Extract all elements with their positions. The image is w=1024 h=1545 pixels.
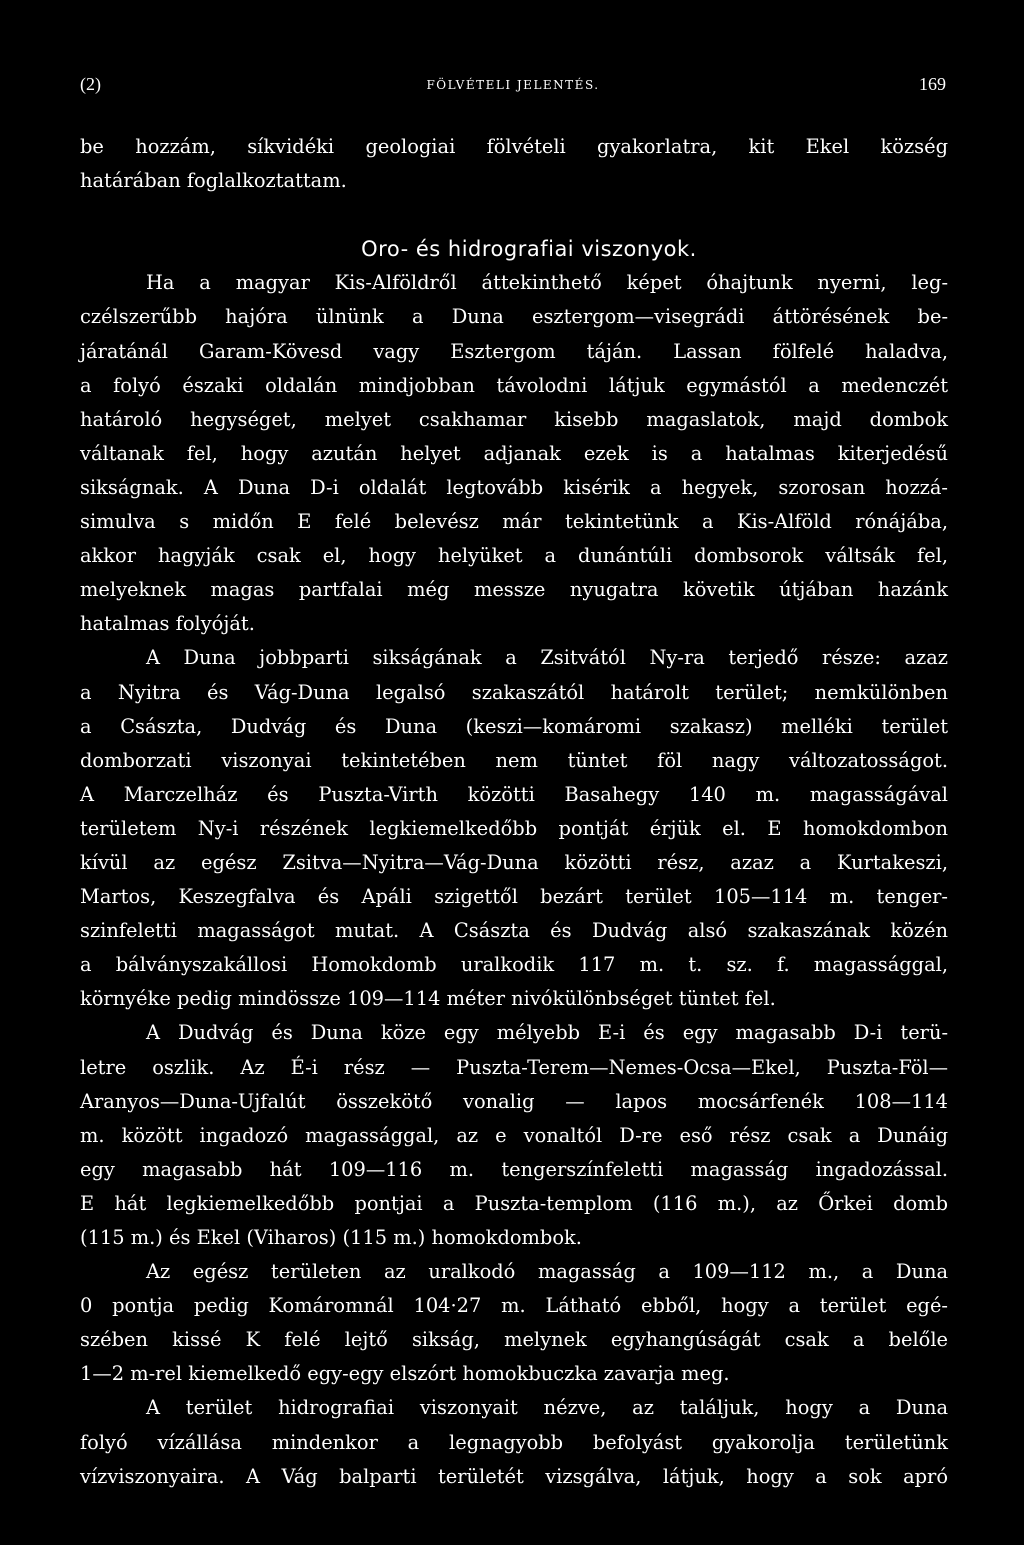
text-line: Ha a magyar Kis-Alföldről áttekinthető képet óhajtunk nyerni, leg- xyxy=(146,271,948,295)
text-line: folyó vízállása mindenkor a legnagyobb befolyást gyakorolja területünk xyxy=(80,1430,948,1454)
text-line: A Marczelház és Puszta-Virth közötti Basahegy 140 m. magasságával xyxy=(80,782,948,806)
text-line: hatalmas folyóját. xyxy=(80,612,255,636)
text-line: járatánál Garam-Kövesd vagy Esztergom táján. Lassan fölfelé haladva, xyxy=(80,339,948,363)
text-line: kívül az egész Zsitva—Nyitra—Vág-Duna közötti rész, azaz a Kurtakeszi, xyxy=(80,850,948,874)
running-header xyxy=(80,74,946,100)
text-line: a folyó északi oldalán mindjobban távolodni látjuk egymástól a medenczét xyxy=(80,373,948,397)
text-line: A Dudvág és Duna köze egy mélyebb E-i és egy magasabb D-i terü- xyxy=(146,1021,948,1045)
text-line: 1—2 m-rel kiemelkedő egy-egy elszórt homokbuczka zavarja meg. xyxy=(80,1362,730,1386)
text-line: (115 m.) és Ekel (Viharos) (115 m.) homokdombok. xyxy=(80,1226,582,1249)
text-line: melyeknek magas partfalai még messze nyugatra követik útjában hazánk xyxy=(80,578,948,602)
text-line: szinfeletti magasságot mutat. A Császta és Dudvág alsó szakaszának közén xyxy=(80,919,948,943)
text-line: be hozzám, síkvidéki geologiai fölvételi gyakorlatra, kit Ekel község xyxy=(80,135,948,158)
text-line: letre oszlik. Az É-i rész — Puszta-Terem—Nemes-Ocsa—Ekel, Puszta-Föl— xyxy=(80,1055,948,1079)
text-line: a Nyitra és Vág-Duna legalsó szakaszától határolt terület; nemkülönben xyxy=(80,680,948,704)
text-line: a Császta, Dudvág és Duna (keszi—komáromi szakasz) melléki terület xyxy=(80,714,948,738)
text-line: m. között ingadozó magassággal, az e vonaltól D-re eső rész csak a Dunáig xyxy=(80,1123,948,1147)
header-section-number: (2) xyxy=(80,74,101,94)
text-line: Aranyos—Duna-Ujfalút összekötő vonalig — lapos mocsárfenék 108—114 xyxy=(80,1089,948,1113)
text-line: simulva s midőn E felé belevész már tekintetünk a Kis-Alföld rónájába, xyxy=(80,510,948,534)
header-title: FÖLVÉTELI JELENTÉS. xyxy=(426,78,600,92)
text-line: A Duna jobbparti sikságának a Zsitvától Ny-ra terjedő része: azaz xyxy=(146,646,948,670)
text-line: Martos, Keszegfalva és Apáli szigettől bezárt terület 105—114 m. tenger- xyxy=(80,885,948,909)
text-line: egy magasabb hát 109—116 m. tengerszínfeletti magasság ingadozással. xyxy=(80,1157,948,1181)
text-line: 0 pontja pedig Komáromnál 104·27 m. Látható ebből, hogy a terület egé- xyxy=(80,1294,948,1318)
text-line: sikságnak. A Duna D-i oldalát legtovább kisérik a hegyek, szorosan hozzá- xyxy=(80,475,948,499)
section-heading: Oro- és hidrografiai viszonyok. xyxy=(361,237,697,262)
blank-line xyxy=(80,198,948,232)
text-line: környéke pedig mindössze 109—114 méter nivókülönbséget tüntet fel. xyxy=(80,987,776,1011)
text-line: határoló hegységet, melyet csakhamar kisebb magaslatok, majd dombok xyxy=(80,407,948,431)
text-line: akkor hagyják csak el, hogy helyüket a dunántúli dombsorok váltsák fel, xyxy=(80,544,948,568)
text-line: határában foglalkoztattam. xyxy=(80,169,347,193)
text-line: domborzati viszonyai tekintetében nem tüntet föl nagy változatosságot. xyxy=(80,748,948,772)
text-line: a bálványszakállosi Homokdomb uralkodik 117 m. t. sz. f. magassággal, xyxy=(80,953,948,977)
text-line: vízviszonyaira. A Vág balparti területét vizsgálva, látjuk, hogy a sok apró xyxy=(80,1464,948,1488)
text-line: E hát legkiemelkedőbb pontjai a Puszta-templom (116 m.), az Őrkei domb xyxy=(80,1191,948,1215)
body-text xyxy=(80,130,948,1494)
text-line: czélszerűbb hajóra ülnünk a Duna esztergom—visegrádi áttörésének be- xyxy=(80,305,948,329)
text-line: A terület hidrografiai viszonyait nézve, az találjuk, hogy a Duna xyxy=(146,1396,948,1420)
text-line: váltanak fel, hogy azután helyet adjanak ezek is a hatalmas kiterjedésű xyxy=(80,441,948,465)
text-line: Az egész területen az uralkodó magasság a 109—112 m., a Duna xyxy=(146,1260,948,1284)
text-line: szében kissé K felé lejtő sikság, melynek egyhangúságát csak a belőle xyxy=(80,1328,948,1352)
page-number: 169 xyxy=(919,74,946,94)
text-line: területem Ny-i részének legkiemelkedőbb pontját érjük el. E homokdombon xyxy=(80,816,948,840)
